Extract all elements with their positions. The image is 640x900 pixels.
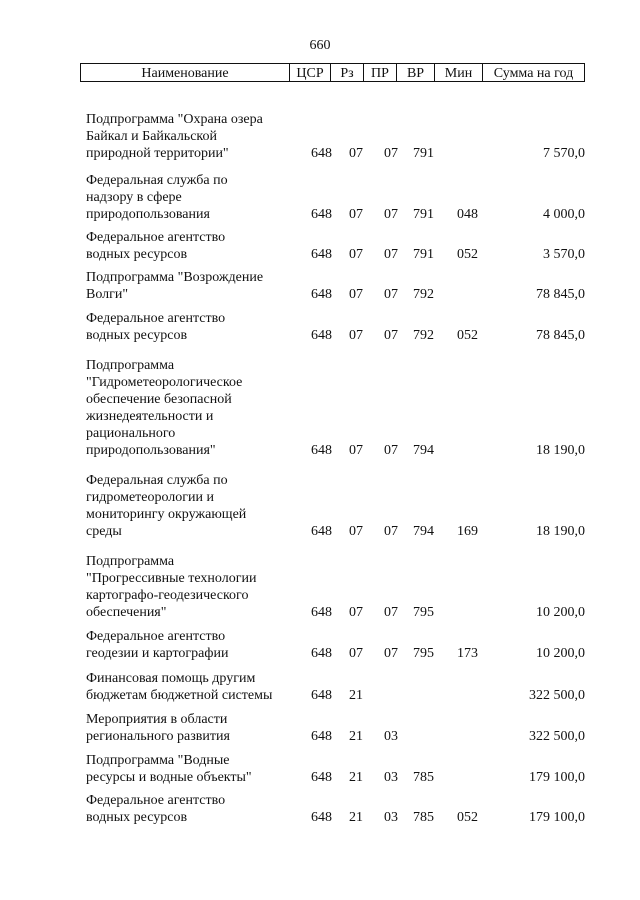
row-name: Финансовая помощь другим бюджетам бюджетной системы	[86, 671, 273, 703]
row-sum: 78 845,0	[536, 287, 585, 302]
row-rz: 21	[349, 810, 363, 825]
row-sum: 3 570,0	[543, 247, 585, 262]
table-row	[0, 752, 640, 786]
row-vr: 785	[413, 770, 434, 785]
row-rz: 07	[349, 328, 363, 343]
column-header-rz: Рз	[330, 64, 363, 81]
row-csr: 648	[311, 688, 332, 703]
column-header-sum: Сумма на год	[482, 64, 584, 81]
row-sum: 7 570,0	[543, 146, 585, 161]
row-csr: 648	[311, 287, 332, 302]
row-sum: 4 000,0	[543, 207, 585, 222]
row-name: Федеральное агентство геодезии и картографии	[86, 629, 229, 661]
page-number: 660	[309, 38, 331, 53]
row-pr: 07	[384, 605, 398, 620]
table-row	[0, 711, 640, 745]
row-sum: 18 190,0	[536, 524, 585, 539]
row-csr: 648	[311, 524, 332, 539]
row-sum: 10 200,0	[536, 605, 585, 620]
row-name: Федеральная служба по надзору в сфере природопользования	[86, 173, 228, 222]
row-sum: 78 845,0	[536, 328, 585, 343]
table-row	[0, 628, 640, 662]
row-rz: 07	[349, 605, 363, 620]
row-sum: 322 500,0	[529, 688, 585, 703]
row-name: Федеральное агентство водных ресурсов	[86, 230, 226, 262]
row-pr: 07	[384, 443, 398, 458]
row-csr: 648	[311, 207, 332, 222]
row-csr: 648	[311, 770, 332, 785]
row-sum: 18 190,0	[536, 443, 585, 458]
row-sum: 179 100,0	[529, 770, 585, 785]
row-sum: 179 100,0	[529, 810, 585, 825]
column-header-csr: ЦСР	[289, 64, 330, 81]
row-csr: 648	[311, 146, 332, 161]
row-name: Федеральное агентство водных ресурсов	[86, 311, 226, 343]
row-rz: 07	[349, 287, 363, 302]
column-header-min: Мин	[434, 64, 482, 81]
row-pr: 07	[384, 524, 398, 539]
table-row	[0, 310, 640, 344]
column-header-name: Наименование	[141, 66, 229, 81]
row-name: Мероприятия в области регионального развития	[86, 712, 230, 744]
row-rz: 07	[349, 524, 363, 539]
row-min: 169	[457, 524, 478, 539]
column-header-pr: ПР	[363, 64, 396, 81]
row-rz: 07	[349, 146, 363, 161]
row-pr: 07	[384, 207, 398, 222]
table-row	[0, 357, 640, 459]
row-min: 173	[457, 646, 478, 661]
table-row	[0, 472, 640, 540]
table-row	[0, 111, 640, 162]
row-name: Федеральная служба по гидрометеорологии и мониторингу окружающей среды	[86, 473, 247, 539]
row-name: Подпрограмма "Водные ресурсы и водные объекты"	[86, 753, 252, 785]
row-min: 052	[457, 328, 478, 343]
row-vr: 794	[413, 443, 434, 458]
row-rz: 21	[349, 770, 363, 785]
row-pr: 03	[384, 729, 398, 744]
row-vr: 795	[413, 605, 434, 620]
row-min: 052	[457, 810, 478, 825]
table-row	[0, 269, 640, 303]
row-name: Подпрограмма "Прогрессивные технологии картографо-геодезического обеспечения"	[86, 554, 257, 620]
row-rz: 21	[349, 688, 363, 703]
row-vr: 785	[413, 810, 434, 825]
row-csr: 648	[311, 328, 332, 343]
table-row	[0, 553, 640, 621]
row-vr: 791	[413, 146, 434, 161]
row-pr: 07	[384, 646, 398, 661]
row-sum: 322 500,0	[529, 729, 585, 744]
row-pr: 07	[384, 247, 398, 262]
row-name: Подпрограмма "Возрождение Волги"	[86, 270, 264, 302]
row-pr: 03	[384, 810, 398, 825]
row-vr: 795	[413, 646, 434, 661]
table-row	[0, 229, 640, 263]
table-row	[0, 670, 640, 704]
row-csr: 648	[311, 810, 332, 825]
row-sum: 10 200,0	[536, 646, 585, 661]
row-pr: 03	[384, 770, 398, 785]
row-csr: 648	[311, 646, 332, 661]
row-pr: 07	[384, 146, 398, 161]
table-header	[80, 63, 585, 82]
row-rz: 21	[349, 729, 363, 744]
row-name: Федеральное агентство водных ресурсов	[86, 793, 226, 825]
row-name: Подпрограмма "Охрана озера Байкал и Байкальской природной территории"	[86, 112, 263, 161]
row-pr: 07	[384, 328, 398, 343]
row-csr: 648	[311, 729, 332, 744]
row-pr: 07	[384, 287, 398, 302]
row-rz: 07	[349, 247, 363, 262]
row-rz: 07	[349, 443, 363, 458]
row-csr: 648	[311, 443, 332, 458]
row-csr: 648	[311, 247, 332, 262]
row-rz: 07	[349, 646, 363, 661]
table-row	[0, 792, 640, 826]
row-vr: 792	[413, 287, 434, 302]
row-min: 052	[457, 247, 478, 262]
row-vr: 794	[413, 524, 434, 539]
row-rz: 07	[349, 207, 363, 222]
row-min: 048	[457, 207, 478, 222]
row-csr: 648	[311, 605, 332, 620]
column-header-vr: ВР	[396, 64, 434, 81]
row-vr: 791	[413, 207, 434, 222]
row-vr: 791	[413, 247, 434, 262]
table-row	[0, 172, 640, 223]
row-vr: 792	[413, 328, 434, 343]
row-name: Подпрограмма "Гидрометеорологическое обеспечение безопасной жизнедеятельности и рационального природопользования"	[86, 358, 243, 458]
